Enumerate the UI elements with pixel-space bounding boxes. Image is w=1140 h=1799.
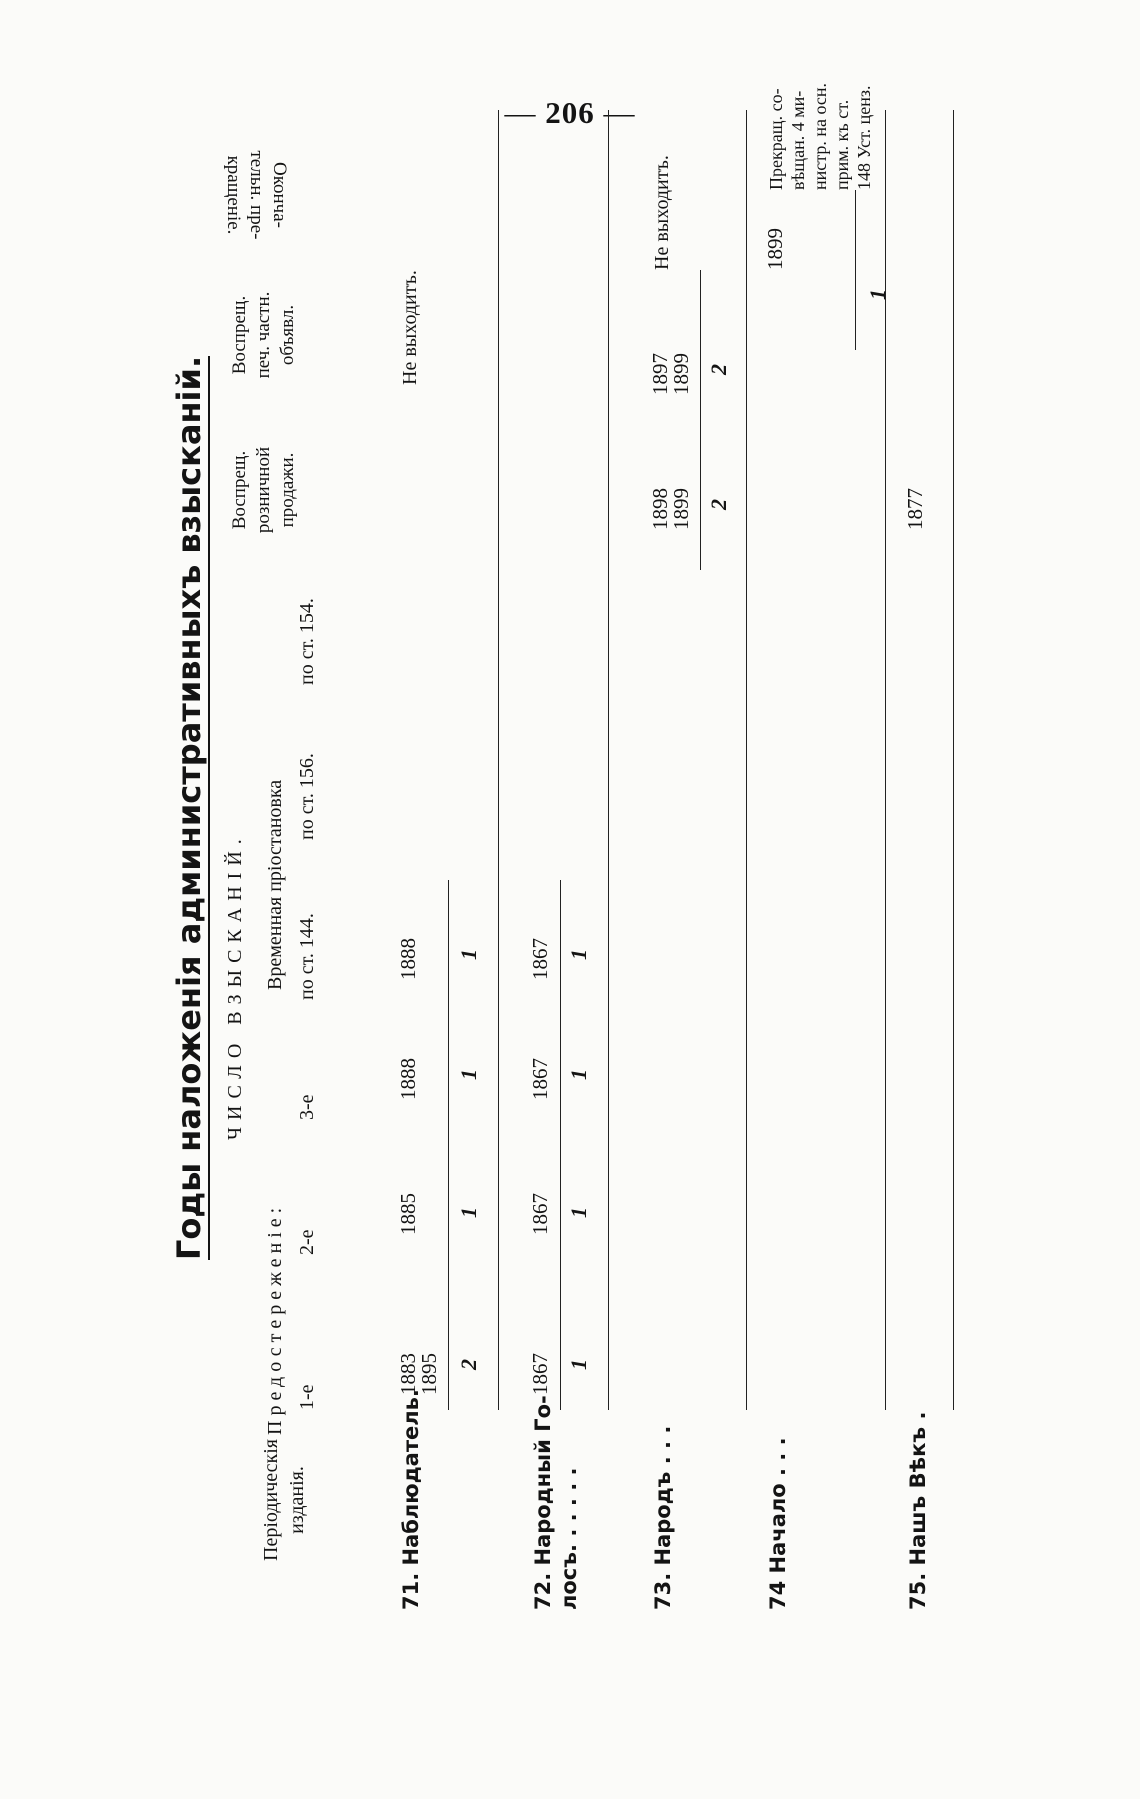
header-vosp-rozn: Воспрещ. розничной продажи. [229,446,298,534]
header-3e: 3-е [296,1094,318,1120]
header-2e: 2-е [296,1229,318,1255]
count-2e: 1 [456,1207,481,1218]
row-bottom-rule [953,110,954,1410]
cell-1e: 1883 1895 [396,1353,441,1395]
count-1e: 1 [566,1359,591,1370]
cell-rozn: 1877 [903,488,927,530]
row-name: 75. Нашъ Вѣкъ . [906,1411,930,1610]
row-bottom-rule [608,110,609,1410]
count-3e: 1 [456,1069,481,1080]
header-vremennaya: Временная пріостановка [264,779,286,990]
row-note: Не выходитъ. [651,155,673,270]
cell-144: 1867 [528,938,552,980]
header-st144: по ст. 144. [296,913,318,1000]
count-144: 1 [456,949,481,960]
header-st154: по ст. 154. [296,598,318,685]
row-rule [855,190,856,350]
row-rule [700,270,701,570]
header-periodic: Періодическія изданія. [260,1439,308,1561]
count-1e: 2 [456,1359,481,1370]
count-3e: 1 [566,1069,591,1080]
count-okonch: 1 [865,289,890,300]
table-title: Годы наложенія административныхъ взысканій. [170,355,208,1260]
cell-3e: 1867 [528,1058,552,1100]
cell-144: 1888 [396,938,420,980]
row-note: Прекращ. со- вѣщан. 4 ми- нистр. на осн. прим. къ ст. 148 Уст. ценз. [766,82,874,190]
count-144: 1 [566,949,591,960]
row-rule [560,880,561,1410]
header-vzyskaniy: ЧИСЛО ВЗЫСКАНІЙ. [224,832,246,1140]
row-rule [448,880,449,1410]
count-2e: 1 [566,1207,591,1218]
cell-2e: 1867 [528,1193,552,1235]
count-rozn: 2 [706,499,731,510]
row-bottom-rule [498,110,499,1410]
row-bottom-rule [746,110,747,1410]
cell-1e: 1867 [528,1353,552,1395]
header-okonch: Оконча- тельн. пре- кращеніе. [223,150,290,240]
cell-pech: 1897 1899 [648,353,693,395]
row-note: Не выходитъ. [399,270,421,385]
header-st156: по ст. 156. [296,753,318,840]
cell-okonch: 1899 [763,228,787,270]
row-name: 71. Наблюдатель. [399,1389,423,1610]
row-name: 72. Народный Го- лосъ. . . . . . [531,1395,581,1610]
page-number: — 206 — [504,95,636,130]
row-name: 74 Начало . . . [766,1437,790,1610]
row-name: 73. Народъ . . . [651,1425,675,1610]
page-number-value: 206 [545,95,595,130]
rotated-table [170,40,1070,1610]
row-bottom-rule [885,110,886,1410]
header-vosp-pech: Воспрещ. печ. частн. объявл. [229,291,298,379]
count-pech: 2 [706,364,731,375]
header-1e: 1-е [296,1384,318,1410]
cell-3e: 1888 [396,1058,420,1100]
cell-2e: 1885 [396,1193,420,1235]
header-predosterezhenie: Предостереженіе: [264,1202,286,1435]
cell-rozn: 1898 1899 [648,488,693,530]
